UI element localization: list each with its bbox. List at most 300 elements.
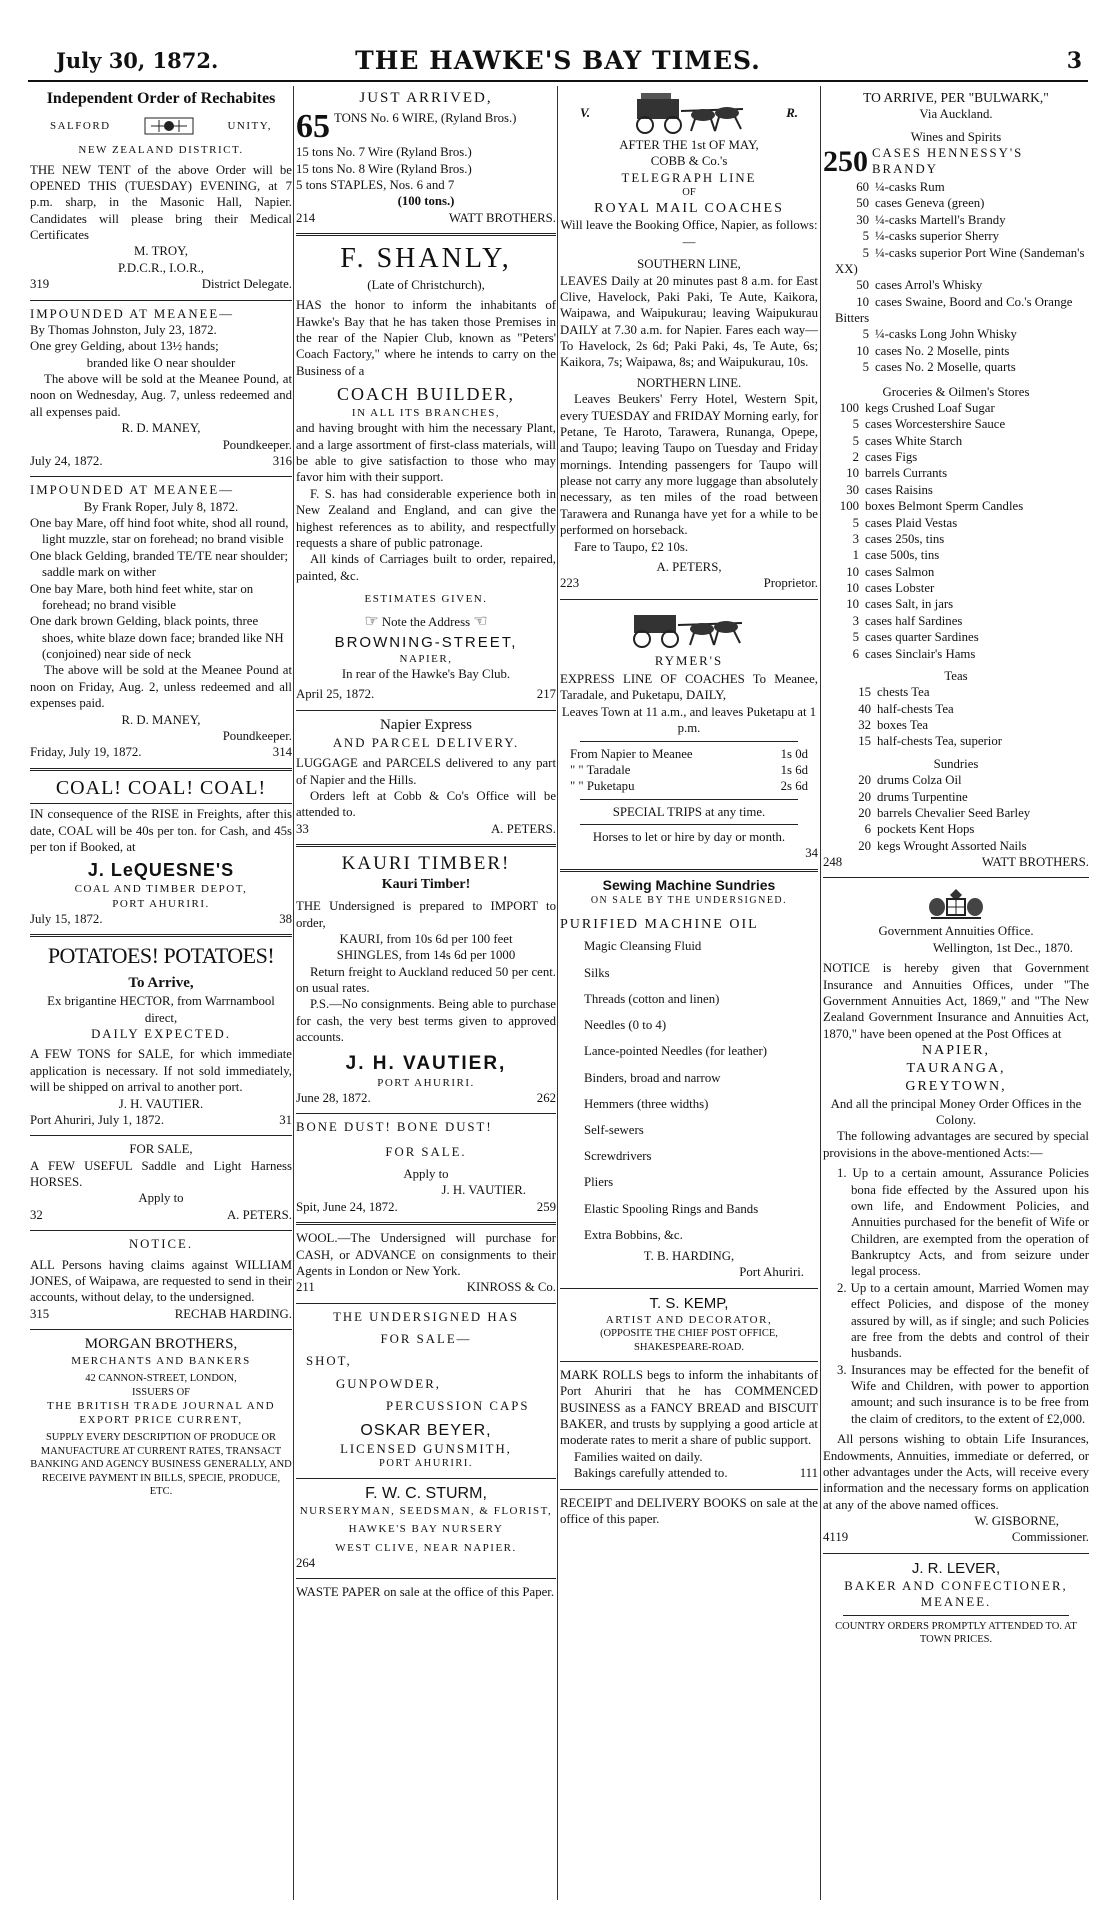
divider [30,1230,292,1231]
divider [560,1361,818,1362]
product-item: Screwdrivers [584,1149,652,1164]
goods-qty: 3 [852,613,859,628]
cobb-coaches-ad [560,86,818,597]
signatory-role: Proprietor. [763,576,818,591]
ad-body: Leaves Beukers' Ferry Hotel, Western Spit, every TUESDAY and FRIDAY Morning early, for Petane, Te Haroto, Tarawera, Runanga, Opepe, and Taupo; leaving Taupo on Tuesday and Friday mornings. Intending passengers for Taupo will please not carry any more luggage than absolutely necessary, as ten miles of the road between Tarawera and Runanga have yet for a while to be performed on horseback. [560,392,818,538]
street-name: BROWNING-STREET, [334,633,518,651]
divider [30,768,292,771]
goods-desc: drums Colza Oil [877,773,962,788]
goods-item: GUNPOWDER, [336,1376,441,1391]
business-sub: NURSERYMAN, SEEDSMAN, & FLORIST, [299,1505,553,1518]
divider [560,1288,818,1289]
goods-desc: cases Arrol's Whisky [875,278,983,293]
goods-desc: boxes Tea [877,718,929,733]
business-line: HAWKE'S BAY NURSERY [348,1523,504,1536]
ad-body: The above will be sold at the Meanee Pound at noon on Friday, Aug. 2, unless redeemed and all expenses paid. [30,663,292,711]
route-heading: NORTHERN LINE. [636,375,742,390]
ad-line: Apply to [403,1167,449,1182]
ad-heading: IMPOUNDED AT MEANEE— [30,306,234,321]
business-place: PORT AHURIRI. [377,1076,475,1089]
goods-item: PERCUSSION CAPS [386,1399,530,1414]
goods-desc: kegs Wrought Assorted Nails [877,838,1027,853]
ad-subheading: Kauri Timber! [381,877,471,893]
divider [560,1489,818,1490]
ad-number: 111 [799,1466,818,1481]
section-heading: Wines and Spirits [910,129,1002,144]
product-item: Pliers [584,1175,614,1190]
ad-date: Friday, July 19, 1872. [30,745,142,760]
ad-heading: F. SHANLY, [340,243,512,275]
goods-desc: barrels Currants [865,466,948,481]
goods-desc: cases quarter Sardines [865,630,979,645]
product-item: Threads (cotton and linen) [584,991,720,1006]
wire-ad [296,86,556,231]
product-list [560,933,818,1248]
office-name: Government Annuities Office. [878,924,1034,939]
ad-subheading: AND PARCEL DELIVERY. [332,735,520,750]
ad-body: All persons wishing to obtain Life Insurances, Endowments, Annuities, immediate or deferred, or other advantages under the Acts, will receive every information and the necessary forms on application at any of the above named offices. [823,1432,1089,1512]
signatory: T. B. HARDING, [643,1249,735,1264]
annuities-notice [823,880,1089,1550]
goods-desc: chests Tea [877,685,930,700]
coach-and-horses-icon [624,607,754,651]
ad-line: 42 CANNON-STREET, LONDON, [85,1373,237,1385]
ad-number: 316 [272,453,292,468]
ad-line: Via Auckland. [919,107,993,122]
ad-heading: TO ARRIVE, PER "BULWARK," [863,90,1049,105]
signatory: R. D. MANEY, [121,421,201,436]
newspaper-title: THE HAWKE'S BAY TIMES. [355,46,761,75]
goods-qty: 5 [862,360,869,375]
signatory: M. TROY, [134,244,188,259]
goods-desc: half-chests Tea, superior [877,734,1003,749]
business-sub: BAKER AND CONFECTIONER, [844,1579,1068,1594]
town-name: NAPIER, [399,652,453,665]
goods-qty: 5 [852,433,859,448]
product-item: Binders, broad and narrow [584,1070,721,1085]
column-2 [296,86,556,1900]
ad-line: COBB & Co.'s [650,154,728,169]
signatory: A. PETERS. [490,821,556,836]
goods-qty: 20 [858,773,871,788]
divider [30,934,292,937]
ad-body: NOTICE is hereby given that Government Insurance and Annuities Offices, under "The Government Annuities Act, 1869," and "The New Zealand Government Insurance and Annuities Act, 1870," have been opened at the Post Offices at [823,961,1089,1041]
column-1 [30,86,292,1900]
impound-line: By Thomas Johnston, July 23, 1872. [30,322,217,337]
goods-qty: 30 [856,212,869,227]
product-item: Self-sewers [584,1122,644,1137]
signatory: W. GISBORNE, [974,1514,1059,1529]
sewing-sundries-ad [560,874,818,1286]
waste-paper-ad [296,1581,556,1605]
ad-heading: ROYAL MAIL COACHES [594,200,784,216]
ad-number: 262 [536,1090,556,1105]
ad-subheading: ON SALE BY THE UNDERSIGNED. [590,894,788,906]
goods-qty: 5 [852,417,859,432]
ad-body: RECEIPT and DELIVERY BOOKS on sale at the office of this paper. [560,1495,818,1526]
wire-line: TONS No. 6 WIRE, (Ryland Bros.) [334,111,517,126]
ad-line: DAILY EXPECTED. [91,1027,231,1042]
ad-line: CASES HENNESSY'S BRANDY [872,146,1024,177]
route-heading: SOUTHERN LINE, [637,257,741,272]
ad-line: TELEGRAPH LINE [621,170,757,185]
divider [296,1578,556,1579]
goods-desc: cases Lobster [865,581,935,596]
ad-heading: Sewing Machine Sundries [602,876,776,893]
ad-heading: Napier Express [379,716,473,733]
provision-item: 2. Up to a certain amount, Married Women may effect Policies, and dispose of the money assured by will, as if single; and such Policies are free from the debts and control of their husbands. [837,1280,1089,1361]
divider [296,1113,556,1114]
signatory: KINROSS & Co. [466,1280,556,1295]
horses-for-sale-ad [30,1138,292,1228]
signatory-role: Poundkeeper. [222,437,292,452]
ad-body: HAS the honor to inform the inhabitants of Hawke's Bay that he has taken those Premises in the rear of the Napier Club, known as "Peters' Coach Factory," where he intends to carry on the Business of a [296,298,556,378]
ad-heading: POTATOES! POTATOES! [47,942,275,968]
ad-date: July 15, 1872. [30,911,103,926]
impound-item: One bay Mare, off hind foot white, shod all round, light muzzle, star on forehead; no brand visible [30,516,289,547]
goods-desc: cases Salt, in jars [865,597,954,612]
product-item: Hemmers (three widths) [584,1096,709,1111]
ad-number: 34 [805,846,818,861]
divider [296,1303,556,1304]
ad-date: Wellington, 1st Dec., 1870. [932,940,1073,955]
divider [296,710,556,711]
divider [296,1478,556,1479]
vr-right: R. [786,105,798,120]
provision-item: 1. Up to a certain amount, Assurance Policies bona fide effected by the Assured upon his own life, and Endowment Policies, and Annuities purchased for the benefit of Wife or Children, are exempted from the operation of Bankruptcy Acts, and from seizure under legal process. [837,1166,1089,1279]
business-name: F. W. C. STURM, [365,1484,487,1502]
office-place: NAPIER, [921,1043,991,1059]
fare-price: 2s 6d [780,779,808,794]
ad-date: Port Ahuriri, July 1, 1872. [30,1112,165,1127]
signatory: A. PETERS, [656,559,722,574]
goods-qty: 10 [846,581,859,596]
divider [296,233,556,236]
ad-subheading: To Arrive, [128,975,194,992]
ad-line: Horses to let or hire by day or month. [592,830,786,845]
rymers-coaches-ad [560,602,818,867]
lever-baker-ad [823,1556,1089,1652]
ad-line: Note the Address [381,615,471,630]
ad-body: F. S. has had considerable experience both in New Zealand and England, and can give the highest references as to ability, and respectfully requests a share of public patronage. [296,486,556,550]
impound-item: One black Gelding, branded TE/TE near shoulder; saddle mark on wither [30,548,289,580]
goods-qty: 10 [846,597,859,612]
goods-desc: cases Figs [865,450,918,465]
ad-body: Return freight to Auckland reduced 50 per cent. on usual rates. [296,964,556,996]
goods-qty: 20 [858,789,871,804]
ad-line: Fare to Taupo, £2 10s. [574,539,689,554]
big-number: 65 [296,108,330,146]
goods-qty: 30 [846,482,859,497]
coach-and-horses-icon [623,89,753,137]
goods-qty: 5 [852,515,859,530]
rechabite-emblem-icon [141,113,197,139]
divider [30,300,292,301]
vr-left: V. [580,105,591,120]
bone-dust-ad [296,1116,556,1220]
ad-number: 314 [272,745,292,760]
provision-item: 3. Insurances may be effected for the benefit of Wife and Children, with power to apportion amount; and such insurance is to be free from the claim of creditors, to the extent of £2,000. [837,1362,1089,1426]
ad-line: Families waited on daily. [574,1449,703,1464]
impound-line: By Frank Roper, July 8, 1872. [83,499,239,514]
goods-desc: barrels Chevalier Seed Barley [877,805,1031,820]
emblem-left-text: SALFORD [50,120,111,133]
impound-item: One bay Mare, both hind feet white, star on forehead; no brand visible [30,581,254,612]
business-place: MEANEE. [920,1595,992,1610]
column-rule [293,86,294,1900]
business-sub: LICENSED GUNSMITH, [340,1442,512,1457]
column-rule [820,86,821,1900]
ad-line: ESTIMATES GIVEN. [364,593,488,605]
ad-line: SPECIAL TRIPS at any time. [612,804,766,819]
goods-qty: 20 [858,805,871,820]
ad-number: 31 [279,1112,292,1127]
issue-date: July 30, 1872. [56,48,219,73]
goods-desc: half-chests Tea [877,701,954,716]
business-place: Port Ahuriri. [739,1265,804,1280]
business-name: T. S. KEMP, [649,1294,729,1312]
kauri-timber-ad [296,849,556,1111]
ad-subheading: FOR SALE. [385,1144,467,1159]
goods-desc: cases Sinclair's Hams [865,646,976,661]
ad-heading: IMPOUNDED AT MEANEE— [30,483,234,498]
goods-qty: 5 [862,245,869,260]
fare-route: " " Taradale [570,762,631,777]
goods-desc: cases Salmon [865,564,935,579]
ad-body: ALL Persons having claims against WILLIAM JONES, of Waipawa, are requested to send in their accounts, without delay, to the undersigned. [30,1257,292,1305]
section-heading: Teas [944,668,968,683]
ad-body: SUPPLY EVERY DESCRIPTION OF PRODUCE OR MANUFACTURE AT CURRENT RATES, TRANSACT BANKING AND AGENCY BUSINESS GENERALLY, AND RECEIVE PAYMENT IN BILLS, SPECIE, PRODUCE, ETC. [30,1432,292,1498]
ad-number: 248 [823,855,843,870]
signatory: WATT BROTHERS. [448,210,556,225]
ad-number: 4119 [823,1530,849,1545]
goods-desc: cases Raisins [865,482,933,497]
ad-body: LUGGAGE and PARCELS delivered to any part of Napier and the Hills. [296,756,556,787]
ad-body: THE Undersigned is prepared to IMPORT to order, [296,899,556,930]
ad-heading: MORGAN BROTHERS, [84,1336,238,1353]
receipt-books-ad [560,1492,818,1533]
ad-line: COUNTRY ORDERS PROMPTLY ATTENDED TO. AT TOWN PRICES. [835,1620,1077,1646]
ad-heading: THE UNDERSIGNED HAS [333,1309,519,1324]
ad-line: In rear of the Hawke's Bay Club. [341,666,511,681]
office-place: GREYTOWN, [905,1078,1007,1094]
fare-route: From Napier to Meanee [570,746,693,761]
signatory-role: Poundkeeper. [222,728,292,743]
signatory: J. H. VAUTIER. [118,1096,204,1111]
divider [30,1135,292,1136]
goods-qty: 32 [858,718,871,733]
goods-qty: 10 [846,466,859,481]
business-place: WEST CLIVE, NEAR NAPIER. [335,1541,517,1554]
ad-body: THE NEW TENT of the above Order will be OPENED THIS (TUESDAY) EVENING, at 7 p.m. sharp, in the Masonic Hall, Napier. Candidates will please bring their Medical Certificates [30,162,292,243]
business-place: PORT AHURIRI. [112,897,210,910]
ad-body: A FEW TONS for SALE, for which immediate application is necessary. If not sold immediately, will be shipped on arrival to another port. [30,1047,292,1095]
notice-ad [30,1233,292,1327]
goods-desc: boxes Belmont Sperm Candles [865,499,1024,514]
ad-heading: NOTICE. [128,1237,194,1252]
ad-number: 33 [296,821,309,836]
ad-heading: BONE DUST! BONE DUST! [296,1120,493,1135]
goods-list [823,400,1089,662]
signatory: J. H. VAUTIER. [441,1183,526,1198]
goods-qty: 15 [858,685,871,700]
impound-line: One grey Gelding, about 13½ hands; [30,339,219,354]
goods-desc: ¼-casks superior Port Wine (Sandeman's XX) [835,245,1085,276]
ad-line: ISSUERS OF [131,1386,191,1398]
ad-subheading: (Late of Christchurch), [367,277,485,292]
goods-qty: 100 [839,499,859,514]
impound-notice-1 [30,303,292,475]
goods-desc: ¼-casks Rum [875,180,945,195]
napier-express-ad [296,713,556,842]
divider [30,803,292,804]
goods-qty: 50 [856,278,869,293]
goods-qty: 3 [852,531,859,546]
ad-subheading: MERCHANTS AND BANKERS [71,1355,251,1368]
trade-heading: COACH BUILDER, [336,384,515,405]
divider [30,1329,292,1330]
coal-ad [30,773,292,932]
signatory-role: District Delegate. [201,277,292,292]
signatory: RECHAB HARDING. [174,1306,292,1321]
divider [823,877,1089,878]
ad-heading: RYMER'S [654,653,724,668]
signatory: WATT BROTHERS. [981,855,1089,870]
goods-qty: 2 [852,450,859,465]
goods-qty: 10 [846,564,859,579]
divider [843,1615,1069,1616]
goods-qty: 6 [864,822,871,837]
kemp-ad [560,1291,818,1359]
ad-number: 214 [296,210,316,225]
goods-qty: 100 [839,400,859,415]
ad-line: Leaves Town at 11 a.m., and leaves Puketapu at 1 p.m. [561,704,817,736]
ad-body: All kinds of Carriages built to order, repaired, painted, &c. [296,552,556,583]
fare-price: 1s 6d [780,762,808,777]
goods-desc: pockets Kent Hops [877,822,975,837]
office-place: TAURANGA, [906,1060,1006,1076]
goods-list [823,684,1089,750]
goods-qty: 15 [858,734,871,749]
emblem-right-text: UNITY, [227,120,272,133]
ad-date: Spit, June 24, 1872. [296,1199,398,1214]
goods-qty: 40 [858,701,871,716]
ad-subheading: FOR SALE— [380,1332,472,1347]
price-line: SHINGLES, from 14s 6d per 1000 [336,948,516,963]
signatory-role: Commissioner. [1011,1530,1089,1545]
trade-sub: IN ALL ITS BRANCHES, [351,407,501,420]
district-line: NEW ZEALAND DISTRICT. [78,144,244,157]
ad-body: and having brought with him the necessary Plant, and a large assortment of first-class materials, will be able to give satisfaction to those who may favor him with their support. [296,421,556,485]
goods-desc: cases White Starch [865,433,963,448]
divider [296,844,556,847]
impound-notice-2 [30,479,292,765]
product-heading: PURIFIED MACHINE OIL [560,916,759,932]
sturm-nursery-ad [296,1481,556,1576]
wire-line: 15 tons No. 7 Wire (Ryland Bros.) [296,145,472,160]
goods-desc: cases No. 2 Moselle, pints [875,343,1010,358]
goods-desc: cases Worcestershire Sauce [865,417,1006,432]
goods-item: SHOT, [306,1354,352,1369]
goods-desc: cases Geneva (green) [875,196,985,211]
divider [296,1222,556,1225]
ad-date: July 24, 1872. [30,453,103,468]
product-item: Extra Bobbins, &c. [584,1227,683,1242]
signatory: A. PETERS. [226,1207,292,1222]
potatoes-ad [30,939,292,1133]
masthead [28,46,1088,82]
goods-qty: 20 [858,838,871,853]
ad-body: WOOL.—The Undersigned will purchase for CASH, or ADVANCE on consignments to their Agents in London or New York. [296,1231,556,1278]
ad-line: Will leave the Booking Office, Napier, as follows:— [560,218,818,249]
fare-price: 1s 0d [780,746,808,761]
ad-number: 223 [560,576,580,591]
page-number: 3 [1066,48,1082,74]
ad-body: IN consequence of the RISE in Freights, after this date, COAL will be 40s per ton. for Cash, and 45s per ton if Booked, at [30,807,292,855]
ad-heading: JUST ARRIVED, [359,90,493,106]
divider [560,599,818,600]
royal-coat-of-arms-icon [921,885,991,921]
morgan-brothers-ad [30,1332,292,1503]
goods-desc: cases 250s, tins [865,531,945,546]
business-name: J. H. VAUTIER, [345,1052,507,1074]
ad-heading: FOR SALE, [129,1142,193,1157]
ad-heading: KAURI TIMBER! [341,853,511,874]
ad-heading: COAL! COAL! COAL! [55,776,267,799]
goods-qty: 5 [862,229,869,244]
ad-number: 315 [30,1306,50,1321]
ad-body: MARK ROLLS begs to inform the inhabitants of Port Ahuriri that he has COMMENCED BUSINESS as a FANCY BREAD and BISCUIT BAKER, and trusts by supplying a good article at moderate rates to merit a share of public support. [560,1367,818,1448]
signatory: R. D. MANEY, [121,712,201,727]
divider [823,1553,1089,1554]
divider [580,741,798,742]
ad-line: Apply to [138,1191,184,1206]
ad-line: OF [682,187,696,199]
pointing-hand-icon: ☜ [473,613,488,631]
ad-date: June 28, 1872. [296,1090,371,1105]
goods-qty: 1 [852,548,859,563]
ad-line: THE BRITISH TRADE JOURNAL AND EXPORT PRICE CURRENT, [46,1400,276,1427]
fare-route: " " Puketapu [570,779,635,794]
ad-number: 264 [296,1555,316,1570]
divider [30,476,292,477]
ad-number: 217 [536,687,556,702]
goods-qty: 5 [862,327,869,342]
goods-qty: 5 [852,630,859,645]
ad-line: The following advantages are secured by special provisions in the above-mentioned Acts:— [823,1129,1089,1160]
oskar-beyer-ad [296,1306,556,1476]
ad-heading: Independent Order of Rechabites [46,90,276,107]
shanly-ad [296,238,556,708]
goods-qty: 6 [852,646,859,661]
goods-desc: ¼-casks Martell's Brandy [875,212,1006,227]
ad-body: Orders left at Cobb & Co's Office will be attended to. [296,788,556,820]
ad-number: 259 [536,1199,556,1214]
business-sub: ARTIST AND DECORATOR, [605,1314,773,1327]
section-heading: Groceries & Oilmen's Stores [882,384,1030,399]
product-item: Magic Cleansing Fluid [584,939,702,954]
divider [560,869,818,872]
mark-rolls-ad [560,1364,818,1487]
bulwark-arrivals-ad [823,86,1089,875]
ad-number: 32 [30,1207,43,1222]
ad-number: 38 [279,911,292,926]
wire-line: 5 tons STAPLES, Nos. 6 and 7 [296,177,455,192]
rechabites-ad [30,86,292,298]
big-number: 250 [823,145,868,179]
goods-desc: cases half Sardines [865,613,963,628]
column-3 [560,86,818,1900]
